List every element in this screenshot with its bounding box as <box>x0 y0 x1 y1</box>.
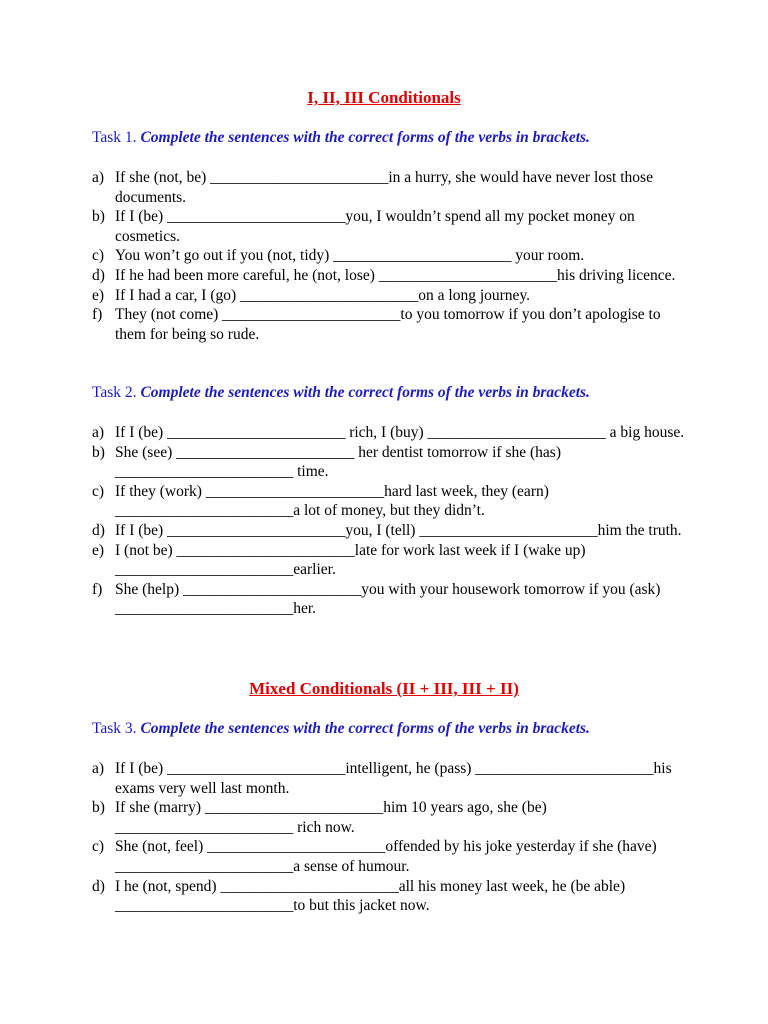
item-text: If I (be) _______________________you, I (tell) _______________________him the truth. <box>115 521 682 539</box>
item-text: If I (be) _______________________you, I wouldn’t spend all my pocket money on cosmetics. <box>115 208 635 245</box>
list-item <box>92 837 692 876</box>
item-letter: b) <box>92 208 105 226</box>
list-item <box>92 759 692 798</box>
list-item <box>92 168 692 207</box>
task-1-heading <box>92 129 590 147</box>
list-item <box>92 286 692 306</box>
task-label: Task 3. <box>92 720 137 737</box>
item-letter: b) <box>92 799 105 817</box>
task-instruction: Complete the sentences with the correct forms of the verbs in brackets. <box>140 129 590 146</box>
item-letter: e) <box>92 541 105 559</box>
item-letter: b) <box>92 443 105 461</box>
task-2-list <box>92 423 692 619</box>
list-item <box>92 207 692 246</box>
task-instruction: Complete the sentences with the correct forms of the verbs in brackets. <box>140 384 590 401</box>
list-item <box>92 580 692 619</box>
list-item <box>92 305 692 344</box>
item-text: If I had a car, I (go) _______________________on a long journey. <box>115 286 531 304</box>
list-item <box>92 266 692 286</box>
item-text: If I (be) _______________________intelligent, he (pass) _______________________his exams very well last month. <box>115 760 672 797</box>
item-letter: c) <box>92 482 105 500</box>
list-item <box>92 541 692 580</box>
item-letter: c) <box>92 247 105 265</box>
item-text: You won’t go out if you (not, tidy) _______________________ your room. <box>115 247 585 265</box>
item-letter: a) <box>92 760 105 777</box>
section-title-mixed-conditionals: Mixed Conditionals (II + III, III + II) <box>249 679 519 698</box>
item-text: She (see) _______________________ her dentist tomorrow if she (has) _______________________ time. <box>115 443 561 481</box>
task-1-list <box>92 168 692 344</box>
item-text: If I (be) _______________________ rich, I (buy) _______________________ a big house. <box>115 424 685 441</box>
list-item <box>92 798 692 837</box>
list-item <box>92 482 692 521</box>
list-item <box>92 423 692 443</box>
item-letter: a) <box>92 169 105 186</box>
item-text: If she (marry) _______________________him 10 years ago, she (be) _______________________ rich now. <box>115 799 547 836</box>
item-text: She (not, feel) _______________________offended by his joke yesterday if she (have) _______________________a sense of humour. <box>115 838 657 875</box>
item-text: I he (not, spend) _______________________all his money last week, he (be able) _______________________to but this jacket now. <box>115 877 626 915</box>
list-item <box>92 521 692 541</box>
item-letter: a) <box>92 424 105 441</box>
item-letter: e) <box>92 286 105 304</box>
task-label: Task 2. <box>92 384 137 401</box>
item-text: If he had been more careful, he (not, lose) _______________________his driving licence. <box>115 266 676 284</box>
section-title-conditionals: I, II, III Conditionals <box>307 88 461 107</box>
item-text: If they (work) _______________________hard last week, they (earn) _______________________a lot of money, but they didn’t. <box>115 482 549 520</box>
task-label: Task 1. <box>92 129 137 146</box>
list-item <box>92 877 692 916</box>
item-letter: f) <box>92 580 103 598</box>
list-item <box>92 443 692 482</box>
task-2-heading <box>92 384 590 402</box>
item-letter: f) <box>92 306 103 324</box>
item-letter: d) <box>92 266 105 284</box>
item-text: If she (not, be) _______________________in a hurry, she would have never lost those documents. <box>115 169 653 206</box>
item-text: They (not come) _______________________to you tomorrow if you don’t apologise to them for being so rude. <box>115 306 661 343</box>
item-text: She (help) _______________________you with your housework tomorrow if you (ask) _______________________her. <box>115 580 661 618</box>
task-instruction: Complete the sentences with the correct forms of the verbs in brackets. <box>140 720 590 737</box>
item-letter: c) <box>92 838 105 856</box>
item-letter: d) <box>92 877 105 895</box>
task-3-list <box>92 759 692 916</box>
task-3-heading <box>92 720 590 738</box>
list-item <box>92 246 692 266</box>
item-text: I (not be) _______________________late for work last week if I (wake up) _______________________earlier. <box>115 541 586 579</box>
item-letter: d) <box>92 521 105 539</box>
